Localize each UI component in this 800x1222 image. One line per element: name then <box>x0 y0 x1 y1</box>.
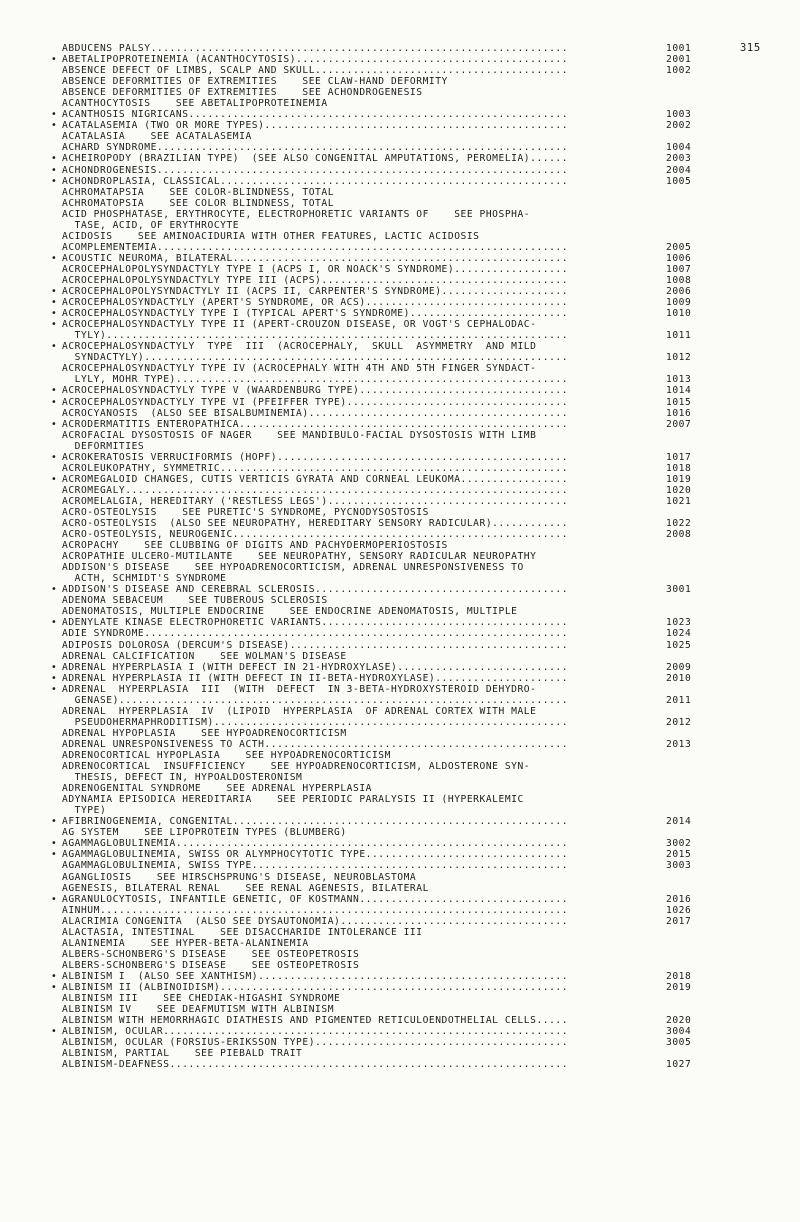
entry-text: ADYNAMIA EPISODICA HEREDITARIA SEE PERIODIC PARALYSIS II (HYPERKALEMIC <box>62 794 524 806</box>
index-entry <box>62 496 714 507</box>
entry-code: 1015 <box>666 396 692 408</box>
index-entry <box>62 463 714 474</box>
index-entry <box>51 396 714 408</box>
index-entry <box>51 308 714 320</box>
entry-marker: • <box>51 584 58 596</box>
entry-text: ALACTASIA, INTESTINAL SEE DISACCHARIDE INTOLERANCE III <box>62 926 423 938</box>
index-entry <box>62 938 714 949</box>
index-entry <box>62 275 714 286</box>
entry-text: ACROMEGALOID CHANGES, CUTIS VERTICIS GYRATA AND CORNEAL LEUKOMA................. <box>62 473 569 485</box>
entry-code: 2006 <box>666 286 692 298</box>
entry-code: 1027 <box>666 1059 692 1071</box>
entry-text: ACATALASIA SEE ACATALASEMIA <box>62 131 252 143</box>
entry-code: 2002 <box>666 120 692 132</box>
entry-code: 2004 <box>666 164 692 176</box>
entry-text: LYLY, MOHR TYPE).............................................................. <box>62 374 569 386</box>
entry-text: DEFORMITIES <box>62 440 145 452</box>
entry-marker: • <box>51 341 58 353</box>
index-entry <box>62 761 714 772</box>
index-entry <box>62 231 714 242</box>
entry-text: ACHARD SYNDROME................................................................. <box>62 142 569 154</box>
entry-text: AGANGLIOSIS SEE HIRSCHSPRUNG'S DISEASE, NEUROBLASTOMA <box>62 871 417 883</box>
index-entry <box>51 617 714 629</box>
index-entry <box>62 76 714 87</box>
entry-code: 1017 <box>666 451 692 463</box>
index-entry <box>62 1048 714 1059</box>
entry-text: ACRO-OSTEOLYSIS SEE PURETIC'S SYNDROME, PYCNODYSOSTOSIS <box>62 506 429 518</box>
entry-text: GENASE)....................................................................... <box>62 694 569 706</box>
index-entry <box>62 640 714 651</box>
entry-code: 1012 <box>666 352 692 364</box>
entry-text: ABETALIPOPROTEINEMIA (ACANTHOCYTOSIS)........................................... <box>62 54 569 66</box>
index-entry <box>51 54 714 66</box>
entry-code: 2017 <box>666 915 692 927</box>
entry-marker: • <box>51 308 58 320</box>
index-entry <box>51 1026 714 1038</box>
entry-text: ALBERS-SCHONBERG'S DISEASE SEE OSTEOPETROSIS <box>62 948 360 960</box>
entry-marker: • <box>51 164 58 176</box>
entry-text: AGAMMAGLOBULINEMIA.............................................................. <box>62 838 569 850</box>
entry-text: ADRENOCORTICAL INSUFFICIENCY SEE HYPOADRENOCORTICISM, ALDOSTERONE SYN- <box>62 761 531 773</box>
index-entry <box>62 993 714 1004</box>
entry-text: ABSENCE DEFORMITIES OF EXTREMITIES SEE ACHONDROGENESIS <box>62 87 423 99</box>
entry-marker: • <box>51 473 58 485</box>
index-list <box>51 43 714 1071</box>
index-entry <box>62 65 714 76</box>
entry-text: ACRO-OSTEOLYSIS (ALSO SEE NEUROPATHY, HEREDITARY SENSORY RADICULAR)............ <box>62 518 569 530</box>
entry-text: ADRENOCORTICAL HYPOPLASIA SEE HYPOADRENOCORTICISM <box>62 750 391 761</box>
entry-text: ACHONDROGENESIS................................................................. <box>62 164 569 176</box>
entry-marker: • <box>51 838 58 850</box>
entry-text: AG SYSTEM SEE LIPOPROTEIN TYPES (BLUMBERG) <box>62 827 347 839</box>
index-entry <box>62 573 714 584</box>
entry-text: ACROCEPHALOSYNDACTYLY TYPE I (TYPICAL APERT'S SYNDROME)......................... <box>62 308 569 320</box>
entry-code: 1021 <box>666 495 692 507</box>
entry-code: 1002 <box>666 65 692 77</box>
entry-code: 1013 <box>666 374 692 386</box>
index-entry <box>62 628 714 639</box>
index-entry <box>62 717 714 728</box>
index-entry <box>62 408 714 419</box>
entry-text: PSEUDOHERMAPHRODITISM)........................................................ <box>62 716 569 728</box>
entry-code: 2016 <box>666 893 692 905</box>
index-entry <box>51 683 714 695</box>
entry-code: 3002 <box>666 838 692 850</box>
entry-marker: • <box>51 385 58 397</box>
index-entry <box>51 175 714 187</box>
entry-text: ACROCEPHALOPOLYSYNDACTYLY TYPE I (ACPS I, OR NOACK'S SYNDROME).................. <box>62 263 569 275</box>
entry-text: ACRODERMATITIS ENTEROPATHICA.................................................... <box>62 418 569 430</box>
index-entry <box>62 883 714 894</box>
index-entry <box>62 87 714 98</box>
index-entry <box>62 540 714 551</box>
page-number: 315 <box>740 42 761 54</box>
entry-marker: • <box>51 396 58 408</box>
index-entry <box>62 595 714 606</box>
entry-text: ABDUCENS PALSY.................................................................. <box>62 43 569 54</box>
index-entry <box>62 1015 714 1026</box>
entry-marker: • <box>51 617 58 629</box>
index-entry <box>62 363 714 374</box>
entry-marker: • <box>51 286 58 298</box>
entry-text: ALBINISM, OCULAR................................................................ <box>62 1026 569 1038</box>
entry-text: ALBINISM-DEAFNESS............................................................... <box>62 1059 569 1071</box>
index-entry <box>62 352 714 363</box>
entry-code: 1009 <box>666 297 692 309</box>
entry-marker: • <box>51 672 58 684</box>
entry-code: 2005 <box>666 241 692 253</box>
entry-text: ADIE SYNDROME................................................................... <box>62 628 569 640</box>
index-entry <box>51 164 714 176</box>
entry-text: AFIBRINOGENEMIA, CONGENITAL..................................................... <box>62 816 569 828</box>
index-entry <box>51 385 714 397</box>
entry-text: ADRENAL HYPERPLASIA III (WITH DEFECT IN 3-BETA-HYDROXYSTEROID DEHYDRO- <box>62 683 537 695</box>
entry-marker: • <box>51 981 58 993</box>
index-entry <box>62 606 714 617</box>
entry-text: ACOUSTIC NEUROMA, BILATERAL..................................................... <box>62 252 569 264</box>
index-entry <box>62 551 714 562</box>
index-entry <box>62 98 714 109</box>
entry-text: TYPE) <box>62 805 107 817</box>
entry-text: ACROCEPHALOSYNDACTYLY (APERT'S SYNDROME, OR ACS)................................ <box>62 297 569 309</box>
entry-text: ACROMEGALY...................................................................... <box>62 484 569 496</box>
index-entry <box>62 827 714 838</box>
entry-text: TYLY)......................................................................... <box>62 330 569 342</box>
entry-marker: • <box>51 893 58 905</box>
entry-text: ALBERS-SCHONBERG'S DISEASE SEE OSTEOPETROSIS <box>62 959 360 971</box>
index-entry <box>51 109 714 121</box>
index-entry <box>51 816 714 828</box>
entry-text: ACOMPLEMENTEMIA................................................................. <box>62 241 569 253</box>
entry-code: 1005 <box>666 175 692 187</box>
entry-code: 1026 <box>666 904 692 916</box>
index-entry <box>62 739 714 750</box>
entry-text: ALBINISM IV SEE DEAFMUTISM WITH ALBINISM <box>62 1004 335 1016</box>
index-entry <box>62 142 714 153</box>
index-entry <box>62 728 714 739</box>
index-entry <box>62 927 714 938</box>
index-entry <box>62 1037 714 1048</box>
index-entry <box>51 418 714 430</box>
entry-text: ABSENCE DEFECT OF LIMBS, SCALP AND SKULL........................................ <box>62 65 569 77</box>
entry-marker: • <box>51 451 58 463</box>
entry-code: 2007 <box>666 418 692 430</box>
index-entry <box>62 794 714 805</box>
entry-marker: • <box>51 418 58 430</box>
entry-marker: • <box>51 849 58 861</box>
index-entry <box>62 242 714 253</box>
index-entry <box>62 783 714 794</box>
index-entry <box>62 695 714 706</box>
entry-code: 3001 <box>666 584 692 596</box>
entry-text: ACATALASEMIA (TWO OR MORE TYPES)................................................ <box>62 120 569 132</box>
entry-code: 1022 <box>666 518 692 530</box>
entry-text: ACROCYANOSIS (ALSO SEE BISALBUMINEMIA)......................................... <box>62 407 569 419</box>
index-entry <box>62 187 714 198</box>
entry-text: ACROFACIAL DYSOSTOSIS OF NAGER SEE MANDIBULO-FACIAL DYSOSTOSIS WITH LIMB <box>62 429 537 441</box>
entry-marker: • <box>51 175 58 187</box>
entry-text: ADRENAL UNRESPONSIVENESS TO ACTH................................................ <box>62 738 569 750</box>
index-entry <box>62 441 714 452</box>
entry-text: ACHEIROPODY (BRAZILIAN TYPE) (SEE ALSO CONGENITAL AMPUTATIONS, PEROMELIA)...... <box>62 153 569 165</box>
entry-text: AGAMMAGLOBULINEMIA, SWISS OR ALYMPHOCYTOTIC TYPE................................ <box>62 849 569 861</box>
entry-marker: • <box>51 120 58 132</box>
entry-code: 2015 <box>666 849 692 861</box>
entry-code: 1010 <box>666 308 692 320</box>
entry-text: ACRO-OSTEOLYSIS, NEUROGENIC..................................................... <box>62 529 569 541</box>
entry-text: ACID PHOSPHATASE, ERYTHROCYTE, ELECTROPHORETIC VARIANTS OF SEE PHOSPHA- <box>62 208 531 220</box>
entry-text: ADRENAL HYPOPLASIA SEE HYPOADRENOCORTICISM <box>62 727 347 739</box>
entry-text: ACROCEPHALOSYNDACTYLY TYPE III (ACROCEPHALY, SKULL ASYMMETRY AND MILD <box>62 341 537 353</box>
entry-text: ALBINISM I (ALSO SEE XANTHISM)................................................. <box>62 970 569 982</box>
index-entry <box>62 430 714 441</box>
index-entry <box>62 209 714 220</box>
entry-marker: • <box>51 153 58 165</box>
entry-code: 2018 <box>666 970 692 982</box>
index-entry <box>51 584 714 596</box>
index-entry <box>62 805 714 816</box>
entry-text: ACROPACHY SEE CLUBBING OF DIGITS AND PACHYDERMOPERIOSTOSIS <box>62 540 448 552</box>
entry-code: 3005 <box>666 1037 692 1049</box>
index-entry <box>51 970 714 982</box>
entry-code: 2001 <box>666 54 692 66</box>
entry-code: 1020 <box>666 484 692 496</box>
entry-text: ADENOMATOSIS, MULTIPLE ENDOCRINE SEE ENDOCRINE ADENOMATOSIS, MULTIPLE <box>62 606 518 618</box>
entry-text: ADRENAL CALCIFICATION SEE WOLMAN'S DISEASE <box>62 650 347 662</box>
index-entry <box>62 706 714 717</box>
entry-text: AGENESIS, BILATERAL RENAL SEE RENAL AGENESIS, BILATERAL <box>62 882 429 894</box>
index-entry <box>51 252 714 264</box>
entry-text: AGAMMAGLOBULINEMIA, SWISS TYPE.................................................. <box>62 860 569 872</box>
entry-code: 2013 <box>666 738 692 750</box>
entry-code: 1008 <box>666 274 692 286</box>
entry-code: 1003 <box>666 109 692 121</box>
entry-code: 2020 <box>666 1015 692 1027</box>
index-entry <box>62 518 714 529</box>
entry-text: ACROLEUKOPATHY, SYMMETRIC....................................................... <box>62 462 569 474</box>
entry-code: 1019 <box>666 473 692 485</box>
index-entry <box>51 319 714 331</box>
index-entry <box>62 507 714 518</box>
entry-marker: • <box>51 54 58 66</box>
entry-code: 1006 <box>666 252 692 264</box>
entry-text: ACANTHOSIS NIGRICANS............................................................ <box>62 109 569 121</box>
entry-text: ACROCEPHALOSYNDACTYLY TYPE II (APERT-CROUZON DISEASE, OR VOGT'S CEPHALODAC- <box>62 319 537 331</box>
entry-text: ABSENCE DEFORMITIES OF EXTREMITIES SEE CLAW-HAND DEFORMITY <box>62 76 448 88</box>
index-entry <box>62 1004 714 1015</box>
entry-text: ALANINEMIA SEE HYPER-BETA-ALANINEMIA <box>62 937 309 949</box>
index-entry <box>62 772 714 783</box>
index-entry <box>51 153 714 165</box>
index-entry <box>51 893 714 905</box>
entry-text: ADENOMA SEBACEUM SEE TUBEROUS SCLEROSIS <box>62 595 328 607</box>
entry-marker: • <box>51 1026 58 1038</box>
entry-marker: • <box>51 252 58 264</box>
entry-text: ALACRIMIA CONGENITA (ALSO SEE DYSAUTONOMIA).................................... <box>62 915 569 927</box>
entry-text: ACTH, SCHMIDT'S SYNDROME <box>62 573 227 585</box>
entry-text: TASE, ACID, OF ERYTHROCYTE <box>62 219 240 231</box>
entry-code: 3004 <box>666 1026 692 1038</box>
entry-marker: • <box>51 970 58 982</box>
entry-text: ADRENAL HYPERPLASIA IV (LIPOID HYPERPLASIA OF ADRENAL CORTEX WITH MALE <box>62 705 537 717</box>
index-entry <box>62 949 714 960</box>
entry-text: ACROKERATOSIS VERRUCIFORMIS (HOPF).............................................. <box>62 451 569 463</box>
index-entry <box>51 120 714 132</box>
entry-text: ALBINISM WITH HEMORRHAGIC DIATHESIS AND PIGMENTED RETICULOENDOTHELIAL CELLS..... <box>62 1015 569 1027</box>
entry-text: ALBINISM, OCULAR (FORSIUS-ERIKSSON TYPE)........................................ <box>62 1037 569 1049</box>
index-entry <box>62 651 714 662</box>
entry-code: 1016 <box>666 407 692 419</box>
index-entry <box>51 661 714 673</box>
index-entry <box>62 1059 714 1070</box>
entry-code: 2012 <box>666 716 692 728</box>
entry-marker: • <box>51 661 58 673</box>
entry-marker: • <box>51 816 58 828</box>
entry-text: ADIPOSIS DOLOROSA (DERCUM'S DISEASE)............................................ <box>62 639 569 651</box>
entry-code: 1001 <box>666 43 692 54</box>
entry-text: ACROCEPHALOSYNDACTYLY TYPE VI (PFEIFFER TYPE)................................... <box>62 396 569 408</box>
entry-code: 1025 <box>666 639 692 651</box>
index-entry <box>51 838 714 850</box>
entry-text: ACHROMATAPSIA SEE COLOR-BLINDNESS, TOTAL <box>62 186 335 198</box>
entry-text: ACROCEPHALOSYNDACTYLY TYPE IV (ACROCEPHALY WITH 4TH AND 5TH FINGER SYNDACT- <box>62 363 537 375</box>
entry-text: ACHONDROPLASIA, CLASSICAL....................................................... <box>62 175 569 187</box>
entry-text: ACROCEPHALOSYNDACTYLY TYPE V (WAARDENBURG TYPE)................................. <box>62 385 569 397</box>
entry-text: ACIDOSIS SEE AMINOACIDURIA WITH OTHER FEATURES, LACTIC ACIDOSIS <box>62 230 480 242</box>
entry-text: ACROCEPHALOPOLYSYNDACTYLY TYPE III (ACPS)....................................... <box>62 274 569 286</box>
entry-text: ALBINISM III SEE CHEDIAK-HIGASHI SYNDROME <box>62 993 341 1005</box>
index-entry <box>62 872 714 883</box>
entry-text: ADRENAL HYPERPLASIA II (WITH DEFECT IN II-BETA-HYDROXYLASE)..................... <box>62 672 569 684</box>
entry-code: 2014 <box>666 816 692 828</box>
index-entry <box>62 529 714 540</box>
index-entry <box>51 297 714 309</box>
entry-code: 1023 <box>666 617 692 629</box>
entry-text: AINHUM.......................................................................... <box>62 904 569 916</box>
entry-code: 2009 <box>666 661 692 673</box>
entry-code: 1007 <box>666 263 692 275</box>
index-entry <box>62 960 714 971</box>
index-entry <box>51 849 714 861</box>
index-entry <box>62 562 714 573</box>
index-entry <box>51 341 714 353</box>
entry-text: ADENYLATE KINASE ELECTROPHORETIC VARIANTS....................................... <box>62 617 569 629</box>
entry-text: SYNDACTYLY)................................................................... <box>62 352 569 364</box>
index-entry <box>51 981 714 993</box>
entry-text: ADDISON'S DISEASE AND CEREBRAL SCLEROSIS........................................ <box>62 584 569 596</box>
entry-marker: • <box>51 109 58 121</box>
index-entry <box>62 43 714 54</box>
index-entry <box>51 473 714 485</box>
entry-text: ACROMELALGIA, HEREDITARY ('RESTLESS LEGS')...................................... <box>62 495 569 507</box>
index-entry <box>62 905 714 916</box>
index-entry <box>51 451 714 463</box>
entry-marker: • <box>51 297 58 309</box>
entry-marker: • <box>51 683 58 695</box>
entry-text: ALBINISM, PARTIAL SEE PIEBALD TRAIT <box>62 1048 303 1060</box>
entry-code: 1018 <box>666 462 692 474</box>
entry-text: ACROCEPHALOPOLYSYNDACTYLY II (ACPS II, CARPENTER'S SYNDROME).................... <box>62 286 569 298</box>
entry-text: THESIS, DEFECT IN, HYPOALDOSTERONISM <box>62 772 303 784</box>
entry-text: ALBINISM II (ALBINOIDISM)....................................................... <box>62 981 569 993</box>
entry-code: 2019 <box>666 981 692 993</box>
index-entry <box>62 860 714 871</box>
entry-text: ACROPATHIE ULCERO-MUTILANTE SEE NEUROPATHY, SENSORY RADICULAR NEUROPATHY <box>62 551 537 563</box>
entry-code: 1014 <box>666 385 692 397</box>
index-entry <box>62 264 714 275</box>
index-entry <box>62 485 714 496</box>
entry-text: ACHROMATOPSIA SEE COLOR BLINDNESS, TOTAL <box>62 197 335 209</box>
entry-text: ACANTHOCYTOSIS SEE ABETALIPOPROTEINEMIA <box>62 98 328 110</box>
entry-marker: • <box>51 319 58 331</box>
entry-code: 3003 <box>666 860 692 872</box>
index-entry <box>62 750 714 761</box>
entry-text: ADRENAL HYPERPLASIA I (WITH DEFECT IN 21-HYDROXYLASE)........................... <box>62 661 569 673</box>
entry-code: 2008 <box>666 529 692 541</box>
index-entry <box>51 286 714 298</box>
entry-code: 1011 <box>666 330 692 342</box>
entry-code: 2011 <box>666 694 692 706</box>
entry-text: ADDISON'S DISEASE SEE HYPOADRENOCORTICISM, ADRENAL UNRESPONSIVENESS TO <box>62 562 524 574</box>
entry-code: 1004 <box>666 142 692 154</box>
index-entry <box>62 131 714 142</box>
entry-code: 2003 <box>666 153 692 165</box>
index-entry <box>62 220 714 231</box>
entry-text: AGRANULOCYTOSIS, INFANTILE GENETIC, OF KOSTMANN................................. <box>62 893 569 905</box>
index-entry <box>62 330 714 341</box>
entry-code: 1024 <box>666 628 692 640</box>
index-entry <box>62 374 714 385</box>
index-entry <box>62 916 714 927</box>
entry-text: ADRENOGENITAL SYNDROME SEE ADRENAL HYPERPLASIA <box>62 783 372 795</box>
index-entry <box>62 198 714 209</box>
entry-code: 2010 <box>666 672 692 684</box>
index-entry <box>51 672 714 684</box>
